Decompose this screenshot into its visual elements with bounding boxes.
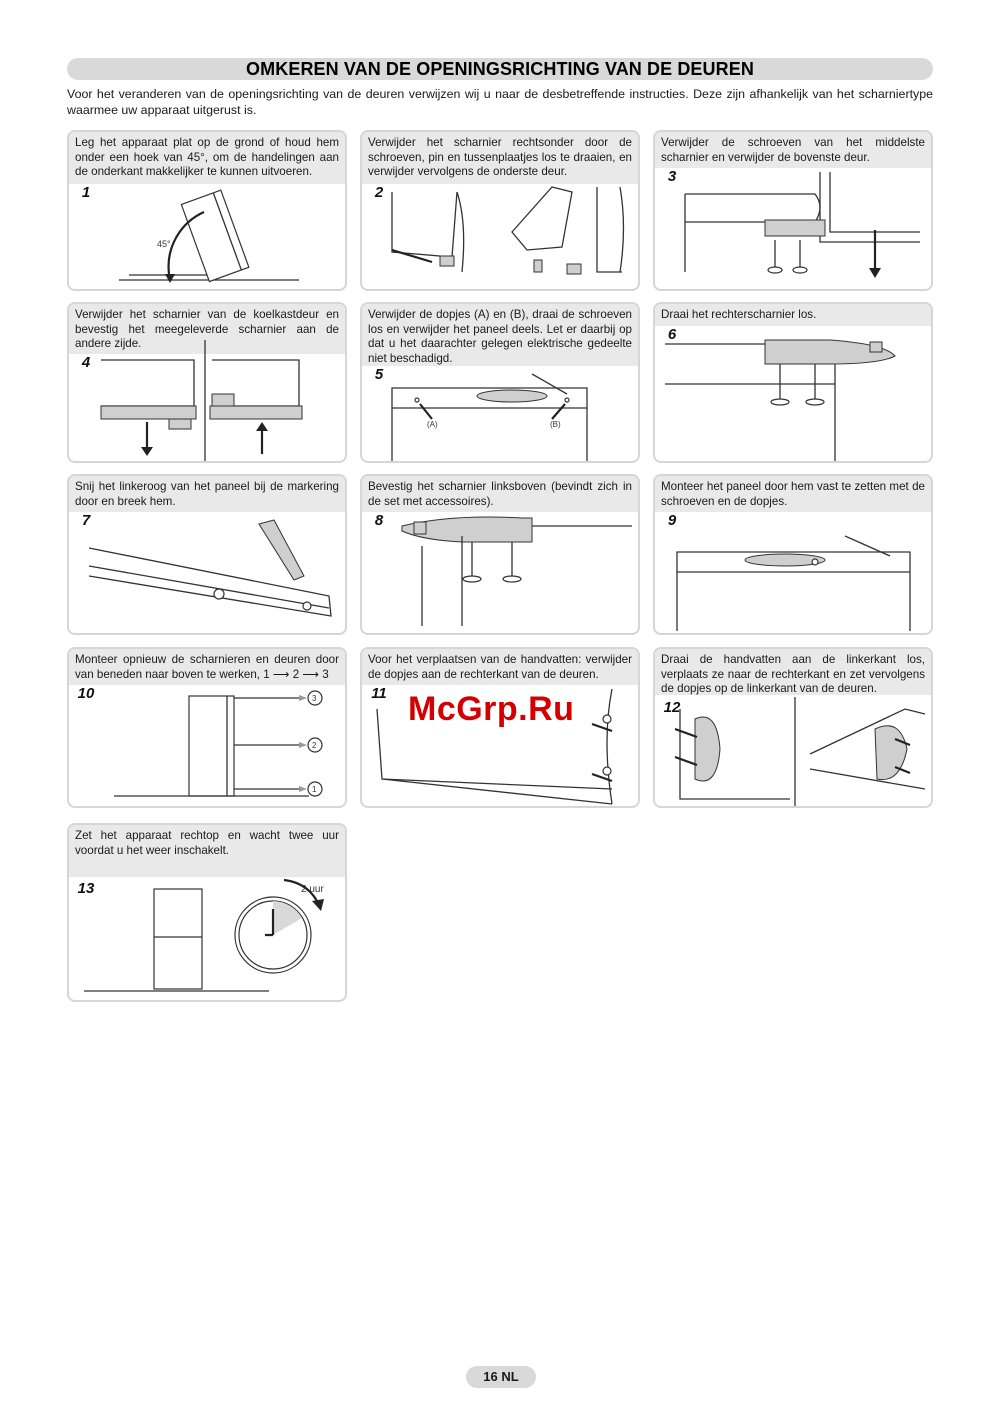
step-13-illustration: [69, 825, 347, 1002]
step-9-panel: [653, 474, 933, 635]
sequence-3: 3: [312, 694, 317, 703]
watermark: McGrp.Ru: [408, 690, 575, 728]
step-10-illustration: [69, 649, 347, 808]
step-12-illustration: [655, 649, 933, 808]
step-caption: Verwijder de dopjes (A) en (B), draai de schroeven los en verwijder het paneel deels. Let er daarbij op dat u het daarachter gelegen elektrische gedeelte niet beschadigd.: [362, 304, 638, 366]
step-number: 6: [659, 326, 685, 344]
step-caption: Snij het linkeroog van het paneel bij de markering door en breek hem.: [69, 476, 345, 512]
step-number: 9: [659, 512, 685, 530]
step-caption: Verwijder het scharnier van de koelkastdeur en bevestig het meegeleverde scharnier aan de andere zijde.: [69, 304, 345, 354]
step-caption: Bevestig het scharnier linksboven (bevindt zich in de set met accessoires).: [362, 476, 638, 512]
step-caption: Draai het rechterscharnier los.: [655, 304, 931, 326]
step-8-panel: [360, 474, 640, 635]
step-number: 2: [366, 184, 392, 202]
step-number: 13: [73, 880, 99, 898]
step-8-illustration: [362, 476, 640, 635]
step-7-panel: [67, 474, 347, 635]
step-number: 8: [366, 512, 392, 530]
step-2-panel: [360, 130, 640, 291]
step-caption: Zet het apparaat rechtop en wacht twee uur voordat u het weer inschakelt.: [69, 825, 345, 877]
step-number: 4: [73, 354, 99, 372]
step-number: 10: [73, 685, 99, 703]
step-number: 5: [366, 366, 392, 384]
step-6-panel: [653, 302, 933, 463]
step-number: 11: [366, 685, 392, 703]
step-number: 3: [659, 168, 685, 186]
step-caption: Draai de handvatten aan de linkerkant los, verplaats ze naar de rechterkant en zet vervolgens de dopjes op de linkerkant van de deuren.: [655, 649, 931, 695]
step-5-panel: [360, 302, 640, 463]
step-4-panel: [67, 302, 347, 463]
sequence-1: 1: [312, 785, 317, 794]
hinge-order-sequence: 1 ⟶ 2 ⟶ 3: [263, 667, 329, 681]
step-number: 7: [73, 512, 99, 530]
cap-b-label: (B): [550, 420, 561, 429]
step-1-illustration: [69, 132, 347, 291]
intro-text: Voor het veranderen van de openingsrichting van de deuren verwijzen wij u naar de desbetreffende instructies. Deze zijn afhankelijk van het scharniertype waarmee uw apparaat uitgerust is.: [67, 87, 933, 117]
cap-a-label: (A): [427, 420, 438, 429]
step-caption: Leg het apparaat plat op de grond of houd hem onder een hoek van 45°, om de handelingen aan de onderkant makkelijker te kunnen uitvoeren.: [69, 132, 345, 184]
page-title: OMKEREN VAN DE OPENINGSRICHTING VAN DE DEUREN: [67, 58, 933, 80]
step-3-illustration: [655, 132, 933, 291]
step-13-panel: [67, 823, 347, 1002]
step-6-illustration: [655, 304, 933, 463]
step-2-illustration: [362, 132, 640, 291]
step-5-illustration: [362, 304, 640, 463]
step-number: 1: [73, 184, 99, 202]
time-label: 2 uur: [301, 884, 324, 895]
step-caption: Monteer het paneel door hem vast te zetten met de schroeven en de dopjes.: [655, 476, 931, 512]
step-7-illustration: [69, 476, 347, 635]
step-12-panel: [653, 647, 933, 808]
step-caption: Voor het verplaatsen van de handvatten: verwijder de dopjes aan de rechterkant van de deuren.: [362, 649, 638, 685]
angle-label: 45°: [157, 239, 171, 249]
sequence-2: 2: [312, 741, 317, 750]
step-10-panel: [67, 647, 347, 808]
step-caption: Verwijder het scharnier rechtsonder door de schroeven, pin en tussenplaatjes los te draaien, en verwijder vervolgens de onderste deur.: [362, 132, 638, 184]
step-caption-text: Monteer opnieuw de scharnieren en deuren door van beneden naar boven te werken,: [75, 653, 339, 681]
step-1-panel: [67, 130, 347, 291]
step-3-panel: [653, 130, 933, 291]
step-4-illustration: [69, 304, 347, 463]
step-number: 12: [659, 699, 685, 717]
step-9-illustration: [655, 476, 933, 635]
page-number: 16 NL: [466, 1366, 536, 1388]
step-caption: Verwijder de schroeven van het middelste scharnier en verwijder de bovenste deur.: [655, 132, 931, 168]
